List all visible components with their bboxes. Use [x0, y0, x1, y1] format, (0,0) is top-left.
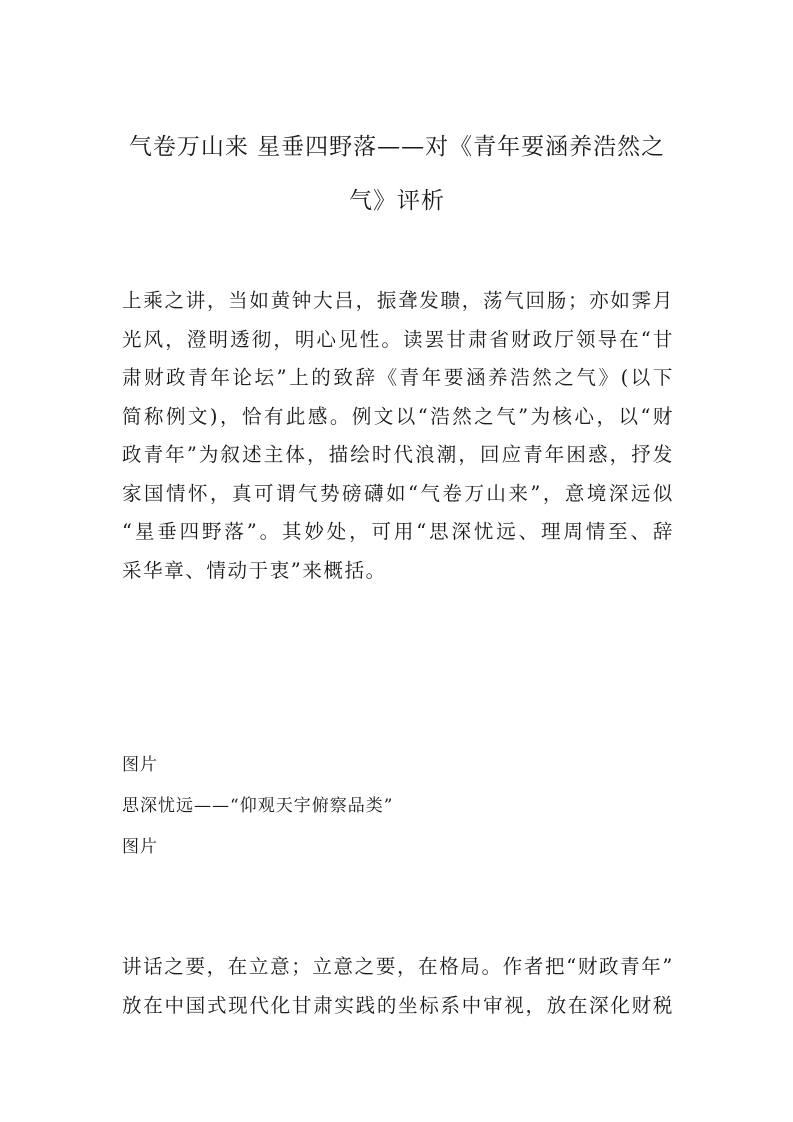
- title-text-1: 气卷万山来 星垂四野落——对《青年要涵养浩然之: [128, 134, 666, 160]
- document-title-line-2: [122, 182, 672, 215]
- title-text-2: 气》评析: [349, 188, 445, 214]
- intro-paragraph: [122, 282, 674, 590]
- paragraph-line: 上乘之讲，当如黄钟大吕，振聋发聩，荡气回肠；亦如霁月: [122, 289, 674, 312]
- image-placeholder-label: 图片: [122, 837, 158, 857]
- paragraph-line: 家国情怀，真可谓气势磅礴如“气卷万山来”，意境深远似: [122, 481, 674, 505]
- paragraph-line: 采华章、情动于衷”来概括。: [122, 558, 387, 582]
- paragraph-line: 光风，澄明透彻，明心见性。读罢甘肃省财政厅领导在“甘: [122, 327, 674, 351]
- paragraph-line: 简称例文)，恰有此感。例文以“浩然之气”为核心，以“财: [122, 404, 674, 428]
- paragraph-line: 政青年”为叙述主体，描绘时代浪潮，回应青年困惑，抒发: [122, 443, 674, 466]
- image-placeholder-label: 图片: [122, 755, 158, 775]
- paragraph-line: 肃财政青年论坛”上的致辞《青年要涵养浩然之气》(以下: [122, 366, 674, 389]
- paragraph-line: 讲话之要，在立意；立意之要，在格局。作者把“财政青年”: [122, 955, 674, 978]
- paragraph-line: “星垂四野落”。其妙处，可用“思深忧远、理周情至、辞: [122, 520, 674, 543]
- body-paragraph: [122, 948, 674, 1025]
- document-title-line-1: [122, 128, 672, 161]
- section-heading: 思深忧远——“仰观天宇俯察品类”: [122, 796, 394, 816]
- paragraph-line: 放在中国式现代化甘肃实践的坐标系中审视，放在深化财税: [122, 993, 674, 1017]
